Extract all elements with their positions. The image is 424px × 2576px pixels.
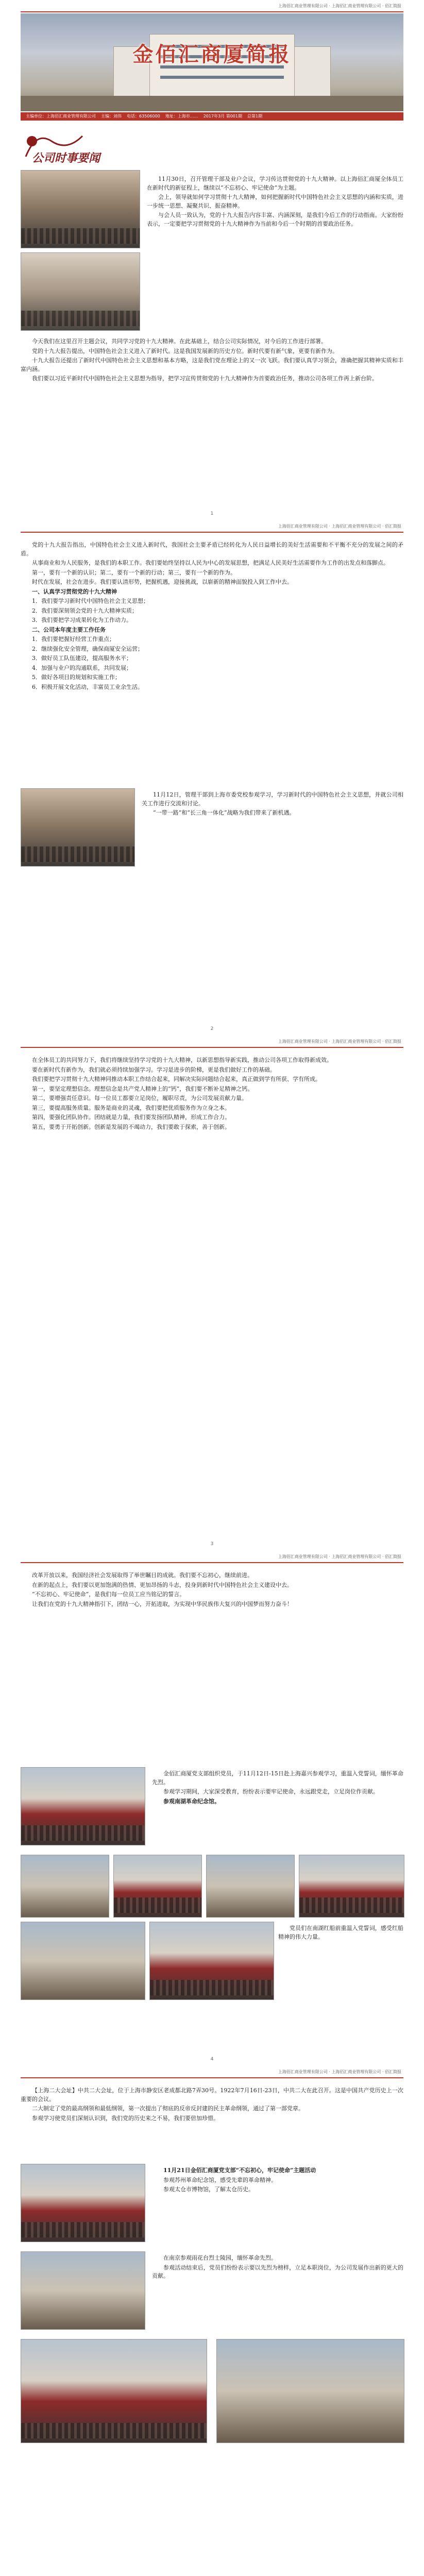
site-photo: [21, 1855, 109, 1918]
site-photo: [216, 2339, 404, 2443]
banner-image: [21, 13, 403, 111]
page-header: 上海佰汇商业管理有限公司 · 上海佰汇商业管理有限公司 · 佰汇简报: [21, 2069, 403, 2078]
page-2: [0, 520, 424, 1036]
section-title: 公司时事要闻: [32, 151, 100, 165]
news-item: 党员们在南湖红船前重温入党誓词，感受红船精神的伟大力量。: [278, 1925, 403, 1940]
ground: [21, 96, 403, 111]
meeting-photo: [21, 170, 140, 248]
meeting-photo: [21, 788, 135, 867]
news-item: 在南京参观雨花台烈士陵园，缅怀革命先烈。 参观活动结束后，党员们纷纷表示要以先烈为榜样，立足本职岗位，为公司发展作出新的更大的贡献。: [152, 2255, 403, 2279]
article-body: 今天我们在这里召开主题会议，共同学习党的十九大精神。在此基础上，结合公司实际情况，对今后的工作进行部署。 党的十九大报告提出，中国特色社会主义进入了新时代。这是我国发展新的历史方位。新时代要有新气象，更要有新作为。 十九大报告还提出了新时代中国特色社会主义思想和基本方略，这是我们党在理论上的又一次飞跃。我们要认真学习领会，准确把握其精神实质和丰富内涵。 我们要以习近平新时代中国特色社会主义思想为指导，把学习宣传贯彻党的十九大精神作为首要政治任务，推动公司各项工作再上新台阶。: [21, 338, 403, 382]
page-header: 上海佰汇商业管理有限公司 · 上海佰汇商业管理有限公司 · 佰汇简报: [21, 523, 403, 533]
site-photo: [206, 1855, 295, 1918]
group-photo: [113, 1855, 202, 1918]
article-body: 在全体员工的共同努力下，我们将继续坚持学习党的十九大精神，以新思想指导新实践，推动公司各项工作取得新成效。 要在新时代有新作为，我们就必须持续加强学习。学习是进步的阶梯，更是我们做好工作的基础。 我们要把学习贯彻十九大精神同推动本职工作结合起来，同解决实际问题结合起来，真正做到学有所获、学有所成。 第一，要坚定理想信念。理想信念是共产党人精神上的“钙”，我们要不断补足精神之钙。 第二，要增强责任意识。每一位员工都要立足岗位，履职尽责，为公司发展贡献力量。 第三，要提高服务质量。服务是商业的灵魂，我们要把优质服务作为立身之本。 第四，要强化团队协作。团结就是力量，我们要发扬团队精神，形成工作合力。 第五，要勇于开拓创新。创新是发展的不竭动力，我们要敢于探索，善于创新。: [32, 1057, 332, 1130]
page-header: 上海佰汇商业管理有限公司 · 上海佰汇商业管理有限公司 · 佰汇简报: [21, 1554, 403, 1563]
page-5: [0, 2066, 424, 2576]
group-photo: [21, 2339, 207, 2443]
site-photo: [21, 1922, 145, 2000]
page-3: [0, 1036, 424, 1551]
meeting-photo: [21, 252, 140, 331]
page-number: 1: [210, 511, 214, 516]
page-number: 4: [210, 2057, 214, 2062]
group-photo: [21, 2164, 145, 2242]
group-photo: [21, 1767, 145, 1845]
news-item: 11月21日金佰汇商厦党支部“不忘初心，牢记使命”主题活动 参观苏州革命纪念馆，感受先辈的革命精神。 参观太仓市博物馆，了解太仓历史。: [163, 2167, 316, 2193]
article-body: 党的十九大报告指出，中国特色社会主义进入新时代，我国社会主要矛盾已经转化为人民日益增长的美好生活需要和不平衡不充分的发展之间的矛盾。 从事商业和为人民服务，是我们的本职工作。我们要始终坚持以人民为中心的发展思想，把满足人民美好生活需要作为工作的出发点和落脚点。 第一，要有一个新的认识；第二，要有一个新的行动；第三，要有一个新的作为。 时代在发展，社会在进步。我们要认清形势，把握机遇，迎接挑战，以崭新的精神面貌投入到工作中去。 一、认真学习贯彻党的十九大精神 1．我们要学习新时代中国特色社会主义思想； 2．我们要深刻领会党的十九大精神实质； 3．我们要把学习成果转化为工作动力。 二、公司本年度主要工作任务 1．我们要把握好经营工作重点； 2．继续强化安全管理，确保商厦安全运营； 3．做好员工队伍建设，提高服务水平； 4．加强与业户的沟通联系，共同发展； 5．做好各项目的规划和实施工作； 6．积极开展文化活动，丰富员工业余生活。: [21, 541, 403, 690]
article-intro: 11月30日，召开管理干部及业户会议，学习传达贯彻党的十九大精神。以上海佰汇商厦全体员工在新时代的新征程上，继续以“不忘初心、牢记使命”为主题。 会上，领导就如何学习贯彻十九大精神，如何把握新时代中国特色社会主义思想的内涵和实质，进一步统一思想、凝聚共识、振奋精神。 与会人员一致认为，党的十九大报告内容丰富、内涵深刻，是我们今后工作的行动指南。大家纷纷表示，一定要把学习贯彻党的十九大精神作为当前和今后一个时期的首要政治任务。: [147, 176, 403, 227]
news-item: 11月12日，管理干部到上海市委党校参观学习，学习新时代的中国特色社会主义思想，并就公司相关工作进行交流和讨论。 “一带一路”和“长三角一体化”战略为我们带来了新机遇。: [142, 791, 403, 816]
page-4: [0, 1551, 424, 2066]
article-body: 【上海二大会址】中共二大会址，位于上海市静安区老成都北路7弄30号。1922年7月16日-23日，中共二大在此召开。这是中国共产党历史上一次重要的会议。 二大制定了党的最高纲领和最低纲领，第一次提出了彻底的反帝反封建的民主革命纲领，通过了第一部党章。 参观学习使党员们深刻认识到，我们党的历史来之不易，我们要倍加珍惜。: [21, 2087, 403, 2122]
page-number: 2: [210, 1026, 214, 1031]
newsletter-title: 金佰汇商厦简报: [132, 43, 292, 66]
page-number: 3: [210, 1541, 214, 1547]
page-header: 上海佰汇商业管理有限公司 · 上海佰汇商业管理有限公司 · 佰汇简报: [21, 1039, 403, 1048]
page-1: [0, 0, 424, 520]
group-photo: [299, 1855, 404, 1918]
page-header: 上海佰汇商业管理有限公司 · 上海佰汇商业管理有限公司 · 佰汇简报: [21, 3, 403, 12]
info-bar: 主编单位：上海佰汇商业管理有限公司 主编：刘伟 电话：63506000 地址：上海市…… 2017年3月 第001期 总第1期: [21, 112, 403, 121]
group-photo: [149, 1922, 274, 2000]
site-photo: [21, 2251, 145, 2330]
news-item: 金佰汇商厦党支部组织党员，于11月12日-15日赴上海嘉兴参观学习，重温入党誓词，缅怀革命先烈。 参观学习期间，大家深受教育，纷纷表示要牢记使命，永远跟党走，立足岗位作贡献。 参观南湖革命纪念馆。: [152, 1770, 403, 1805]
article-body: 改革开放以来，我国经济社会发展取得了举世瞩目的成就。我们要不忘初心，继续前进。 在新的起点上，我们要以更加饱满的热情、更加昂扬的斗志，投身到新时代中国特色社会主义建设中去。 “不忘初心、牢记使命”，是我们每一位员工应当铭记的誓言。 让我们在党的十九大精神指引下，团结一心，开拓进取，为实现中华民族伟大复兴的中国梦而努力奋斗！: [32, 1572, 293, 1607]
